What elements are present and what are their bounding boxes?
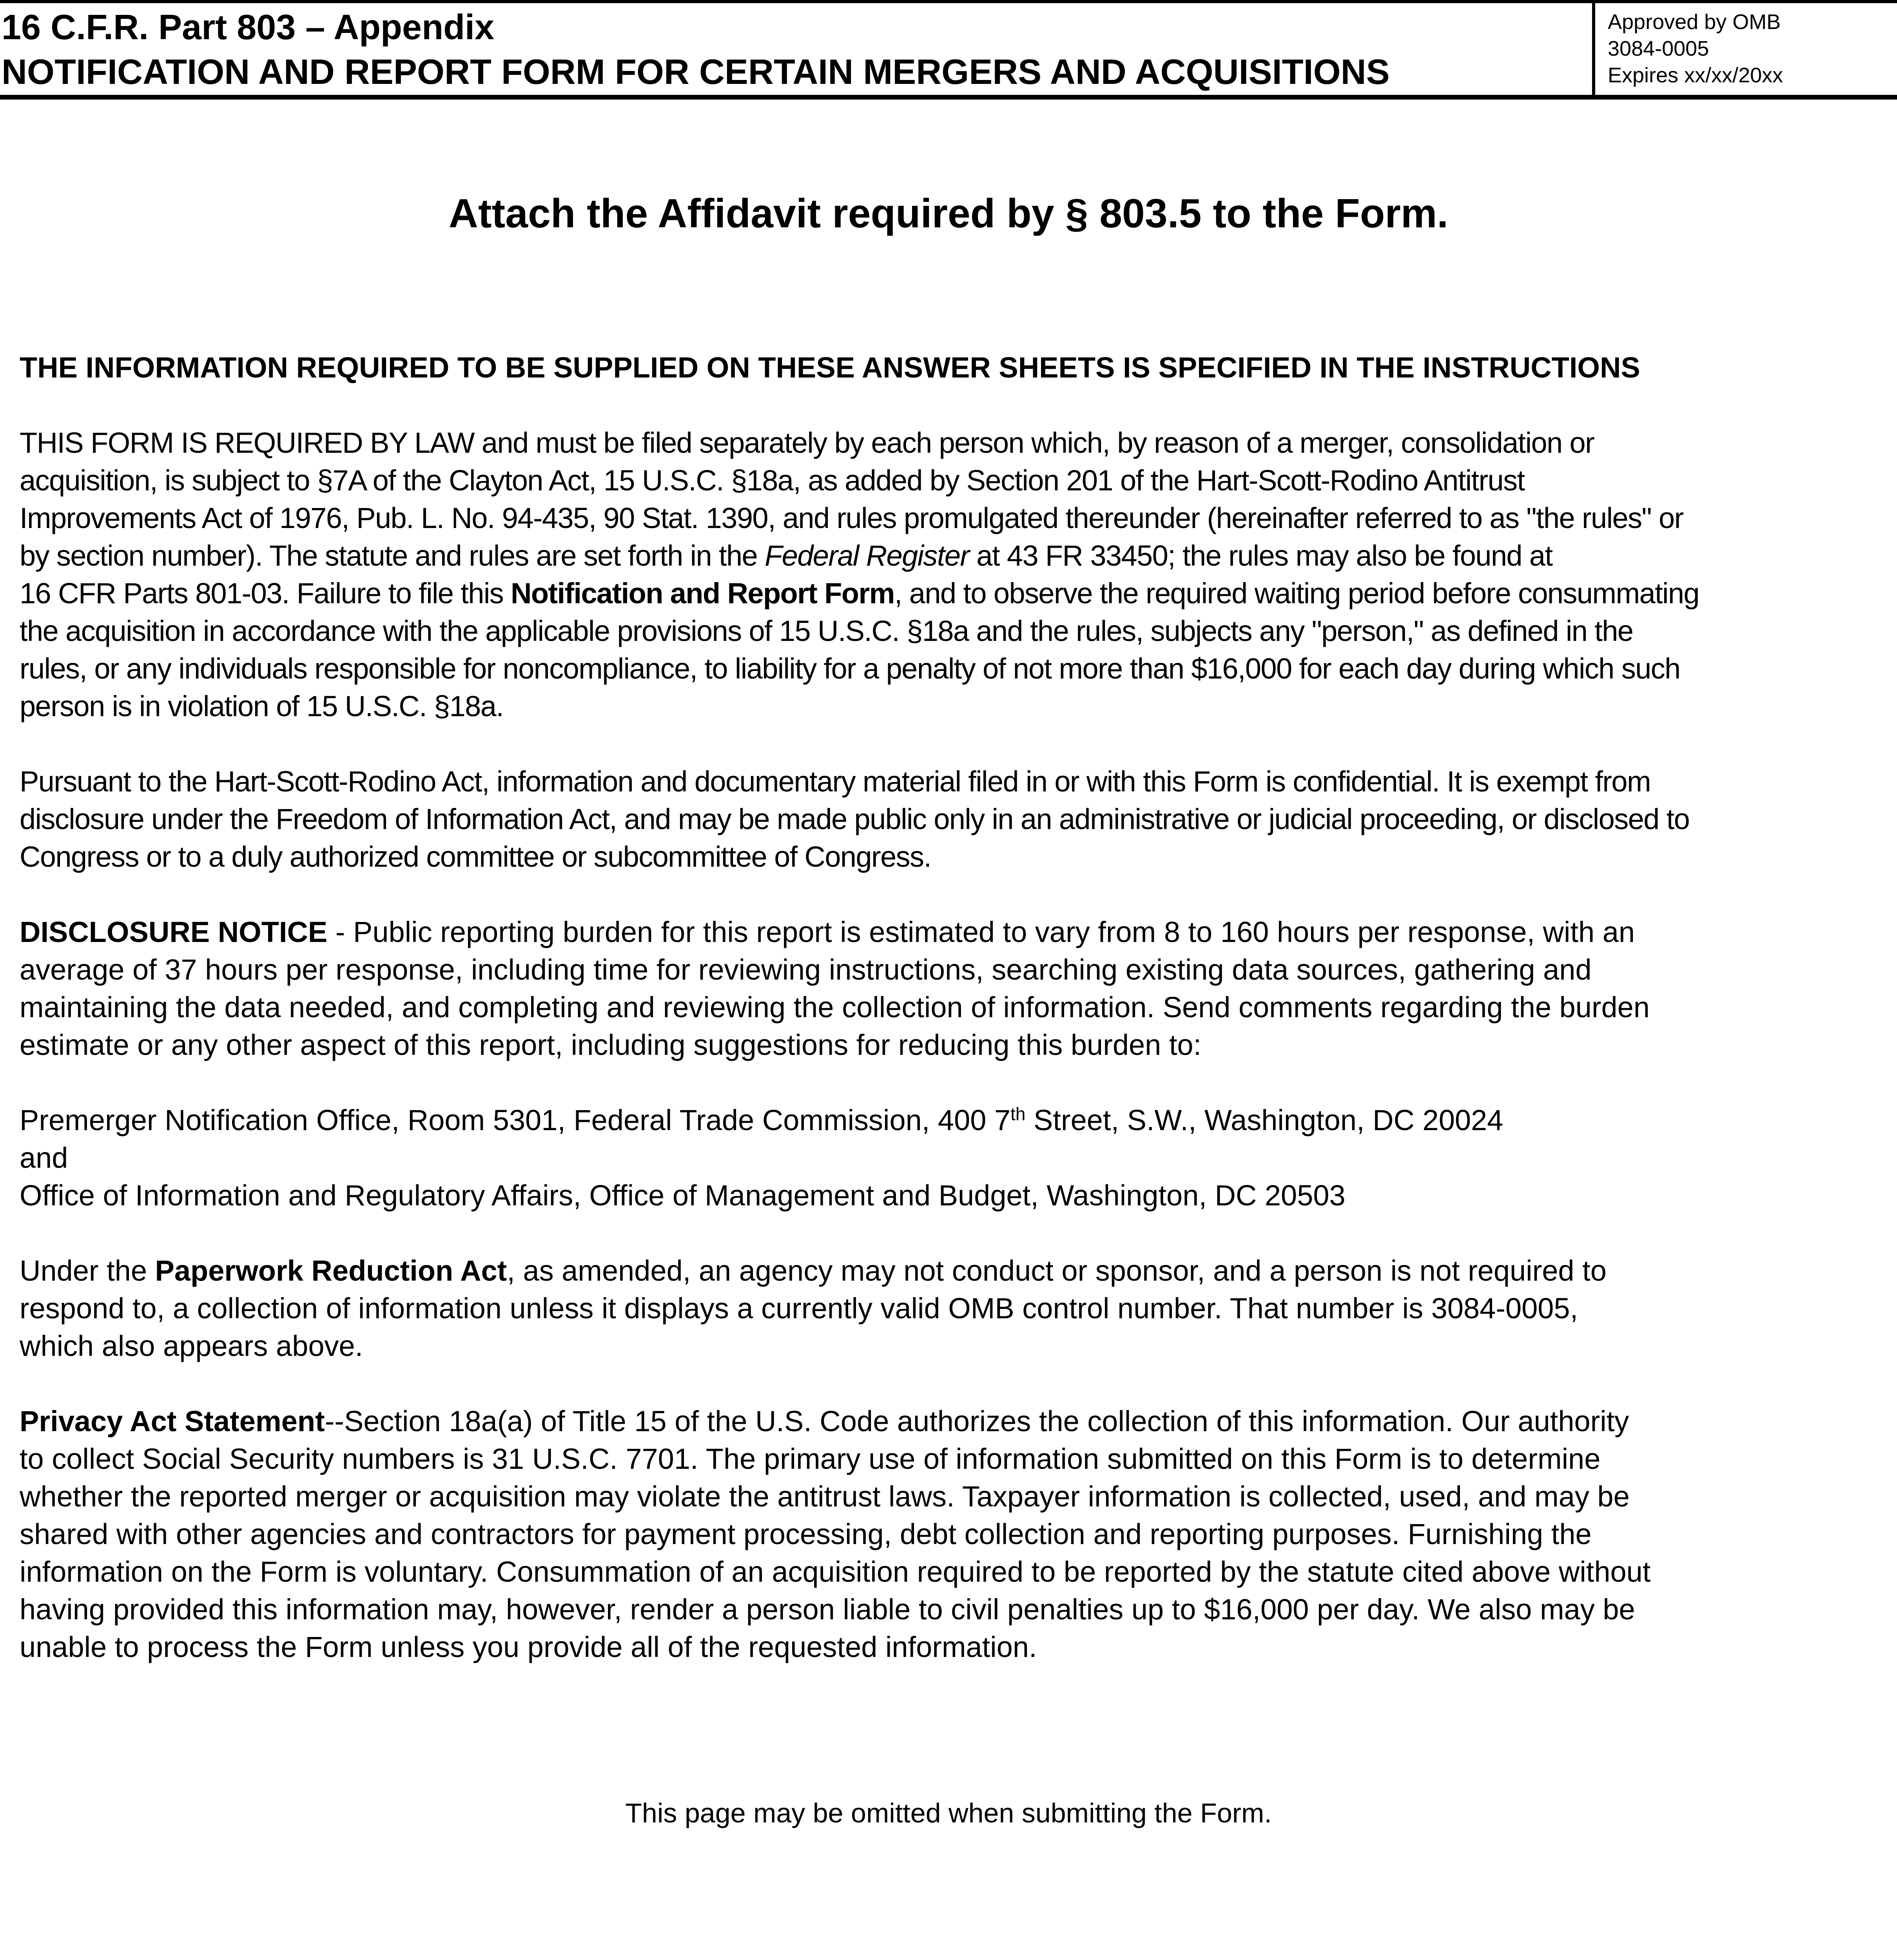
text-line: rules, or any individuals responsible for noncompliance, to liability for a penalty of not more than $16,000 for each day during which such (20, 652, 1680, 685)
confidentiality-paragraph (20, 763, 1877, 876)
text-line: Congress or to a duly authorized committee or subcommittee of Congress. (20, 840, 931, 873)
text-line: DISCLOSURE NOTICE - Public reporting burden for this report is estimated to vary from 8 to 160 hours per response, with an (20, 916, 1635, 948)
address-ftc: Premerger Notification Office, Room 5301, Federal Trade Commission, 400 7th Street, S.W., Washington, DC 20024 (20, 1103, 1503, 1136)
text-line: whether the reported merger or acquisition may violate the antitrust laws. Taxpayer information is collected, used, and may be (20, 1480, 1630, 1513)
header-citation: 16 C.F.R. Part 803 – Appendix (2, 8, 495, 47)
text-line: acquisition, is subject to §7A of the Clayton Act, 15 U.S.C. §18a, as added by Section 201 of the Hart-Scott-Rodino Antitrust (20, 464, 1525, 497)
disclosure-notice-paragraph (20, 913, 1877, 1064)
text-line: average of 37 hours per response, including time for reviewing instructions, searching existing data sources, gathering and (20, 953, 1592, 986)
omit-page-note: This page may be omitted when submitting the Form. (625, 1798, 1272, 1828)
text-line: THIS FORM IS REQUIRED BY LAW and must be filed separately by each person which, by reason of a merger, consolidation or (20, 426, 1594, 459)
text-line: shared with other agencies and contractors for payment processing, debt collection and reporting purposes. Furnishing the (20, 1518, 1592, 1550)
text-line: person is in violation of 15 U.S.C. §18a. (20, 690, 504, 722)
federal-register-italic: Federal Register (765, 539, 969, 572)
text-line: Pursuant to the Hart-Scott-Rodino Act, information and documentary material filed in or with this Form is confidential. It is exempt from (20, 765, 1651, 798)
header-title-block (0, 3, 1593, 95)
form-name-bold: Notification and Report Form (511, 577, 894, 610)
text-line: to collect Social Security numbers is 31 U.S.C. 7701. The primary use of information submitted on this Form is to determine (20, 1443, 1601, 1475)
paperwork-act-label: Paperwork Reduction Act (155, 1254, 507, 1287)
text-line: by section number). The statute and rules are set forth in the Federal Register at 43 FR 33450; the rules may also be found at (20, 539, 1552, 572)
text-line: Improvements Act of 1976, Pub. L. No. 94-435, 90 Stat. 1390, and rules promulgated thereunder (hereinafter referred to as "the rules" or (20, 502, 1683, 534)
text-line: unable to process the Form unless you provide all of the requested information. (20, 1631, 1037, 1663)
text-line: respond to, a collection of information unless it displays a currently valid OMB control number. That number is 3084-0005, (20, 1292, 1578, 1325)
affidavit-heading: Attach the Affidavit required by § 803.5 to the Form. (448, 191, 1449, 236)
privacy-act-paragraph (20, 1403, 1877, 1666)
text-line: 16 CFR Parts 801-03. Failure to file this Notification and Report Form, and to observe the required waiting period before consummating (20, 577, 1699, 610)
omb-expiration: Expires xx/xx/20xx (1608, 64, 1783, 87)
paperwork-reduction-paragraph (20, 1252, 1877, 1365)
header-divider (1592, 3, 1595, 95)
omb-control-number: 3084-0005 (1608, 37, 1709, 60)
text-line: disclosure under the Freedom of Information Act, and may be made public only in an administrative or judicial proceeding, or disclosed to (20, 803, 1690, 835)
omb-approval-block (1608, 9, 1783, 89)
instructions-notice: THE INFORMATION REQUIRED TO BE SUPPLIED ON THESE ANSWER SHEETS IS SPECIFIED IN THE INSTRUCTIONS (20, 351, 1640, 384)
text-line: the acquisition in accordance with the applicable provisions of 15 U.S.C. §18a and the rules, subjects any "person," as defined in the (20, 615, 1633, 647)
text-line: information on the Form is voluntary. Consummation of an acquisition required to be reported by the statute cited above without (20, 1555, 1651, 1588)
text-line: maintaining the data needed, and completing and reviewing the collection of information. Send comments regarding the burden (20, 991, 1650, 1024)
address-omb: Office of Information and Regulatory Affairs, Office of Management and Budget, Washington, DC 20503 (20, 1179, 1346, 1212)
address-conjunction: and (20, 1142, 68, 1174)
text-line: Privacy Act Statement--Section 18a(a) of Title 15 of the U.S. Code authorizes the collection of this information. Our authority (20, 1405, 1629, 1437)
omb-approval-label: Approved by OMB (1608, 10, 1781, 34)
text-line: having provided this information may, however, render a person liable to civil penalties up to $16,000 per day. We also may be (20, 1593, 1635, 1626)
header-form-title: NOTIFICATION AND REPORT FORM FOR CERTAIN MERGERS AND ACQUISITIONS (2, 53, 1390, 92)
text-line: estimate or any other aspect of this report, including suggestions for reducing this burden to: (20, 1029, 1202, 1061)
privacy-act-label: Privacy Act Statement (20, 1405, 325, 1437)
legal-requirement-paragraph (20, 424, 1877, 725)
text-line: which also appears above. (20, 1330, 363, 1362)
text-line: Under the Paperwork Reduction Act, as amended, an agency may not conduct or sponsor, and a person is not required to (20, 1254, 1607, 1287)
page-header (0, 0, 1897, 100)
address-block (20, 1102, 1877, 1214)
disclosure-notice-label: DISCLOSURE NOTICE (20, 916, 328, 948)
